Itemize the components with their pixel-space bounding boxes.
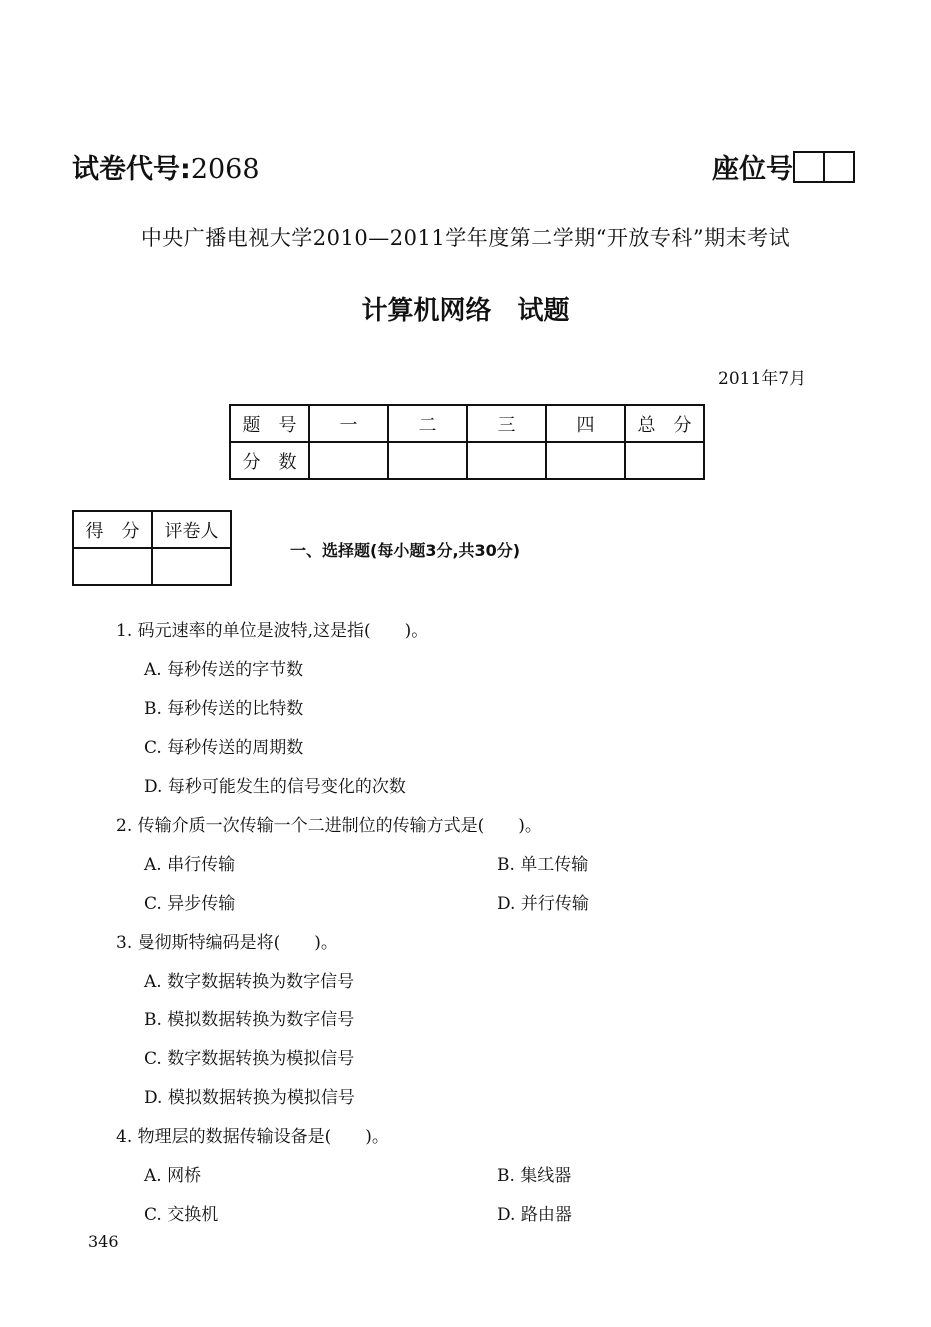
seat-label: 座位号 [712,154,793,185]
question-option: D. 模拟数据转换为模拟信号 [144,1088,355,1108]
grader-table [72,510,232,586]
score-table-cell: 分 数 [230,442,309,479]
question-stem: 1. 码元速率的单位是波特,这是指( )。 [116,621,429,641]
question-option: A. 网桥 [144,1166,202,1186]
score-table-cell: 二 [388,405,467,442]
question-option: B. 每秒传送的比特数 [144,699,304,719]
question-option: B. 模拟数据转换为数字信号 [144,1010,355,1030]
exam-code-label: 试卷代号: [72,154,191,185]
score-entry-cell[interactable] [467,442,546,479]
question-option: D. 路由器 [497,1205,572,1225]
grader-cell-grader: 评卷人 [152,511,231,548]
score-entry-cell[interactable] [625,442,704,479]
score-table-cell: 题 号 [230,405,309,442]
page-number: 346 [88,1232,119,1251]
question-option: D. 并行传输 [497,894,589,914]
score-table-header-row [230,405,704,442]
question-option: C. 异步传输 [144,894,236,914]
exam-header: 中央广播电视大学2010—2011学年度第二学期“开放专科”期末考试 [140,226,791,250]
question-option: C. 每秒传送的周期数 [144,738,304,758]
grader-entry-cell[interactable] [73,548,152,585]
score-table-score-row [230,442,704,479]
score-table-cell: 总 分 [625,405,704,442]
score-entry-cell[interactable] [388,442,467,479]
exam-date: 2011年7月 [718,369,807,389]
exam-title: 计算机网络 试题 [361,296,570,326]
question-stem: 2. 传输介质一次传输一个二进制位的传输方式是( )。 [116,816,542,836]
seat-box[interactable] [793,151,825,183]
section-title: 一、选择题(每小题3分,共30分) [290,541,521,560]
grader-cell-score: 得 分 [73,511,152,548]
question-stem: 4. 物理层的数据传输设备是( )。 [116,1127,389,1147]
question-option: A. 串行传输 [144,855,236,875]
exam-code-number: 2068 [190,154,260,185]
question-stem: 3. 曼彻斯特编码是将( )。 [116,933,338,953]
score-table-cell: 一 [309,405,388,442]
seat-box[interactable] [825,151,855,183]
grader-entry-cell[interactable] [152,548,231,585]
seat-number [712,147,855,186]
score-entry-cell[interactable] [309,442,388,479]
question-option: C. 数字数据转换为模拟信号 [144,1049,355,1069]
score-entry-cell[interactable] [546,442,625,479]
exam-code [72,147,260,186]
question-option: B. 单工传输 [497,855,589,875]
question-option: D. 每秒可能发生的信号变化的次数 [144,777,406,797]
question-option: A. 每秒传送的字节数 [144,660,304,680]
question-option: B. 集线器 [497,1166,572,1186]
score-table [229,404,705,480]
question-option: A. 数字数据转换为数字信号 [144,972,355,992]
score-table-cell: 三 [467,405,546,442]
question-option: C. 交换机 [144,1205,219,1225]
score-table-cell: 四 [546,405,625,442]
